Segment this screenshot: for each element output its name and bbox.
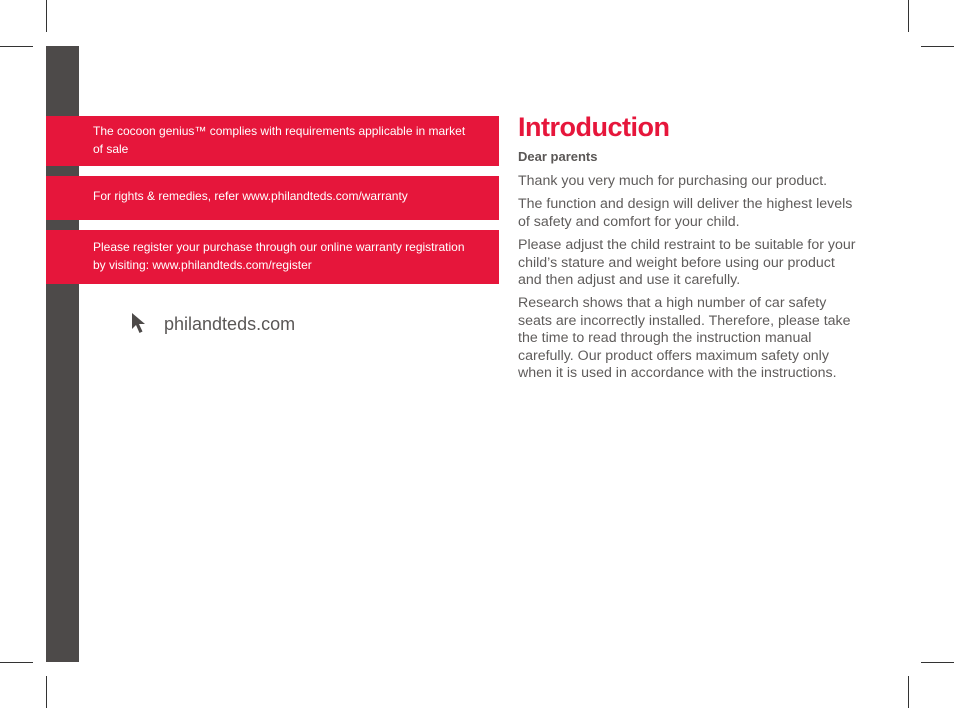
cursor-arrow-icon xyxy=(131,312,149,336)
crop-mark xyxy=(908,0,909,32)
greeting-heading: Dear parents xyxy=(518,149,598,164)
crop-mark xyxy=(921,662,954,663)
crop-mark xyxy=(0,662,33,663)
crop-mark xyxy=(46,0,47,32)
warranty-rights-notice: For rights & remedies, refer www.philandteds.com/warranty xyxy=(46,176,499,220)
intro-paragraph: Please adjust the child restraint to be suitable for your child’s stature and weight before using our product and then adjust and use it carefully. xyxy=(518,237,856,289)
intro-paragraph: Research shows that a high number of car safety seats are incorrectly installed. Therefore, please take the time to read through the instruction manual carefully. Our product offers maximum safety only when it is used in accordance with the instructions. xyxy=(518,295,851,382)
website-label: philandteds.com xyxy=(164,313,296,334)
introduction-section xyxy=(518,110,858,388)
register-notice: Please register your purchase through our online warranty registration by visiting: www.philandteds.com/register xyxy=(46,230,499,284)
intro-paragraph: Thank you very much for purchasing our product. xyxy=(518,173,828,189)
crop-mark xyxy=(908,676,909,708)
crop-mark xyxy=(46,676,47,708)
crop-mark xyxy=(0,46,33,47)
intro-paragraph: The function and design will deliver the highest levels of safety and comfort for your child. xyxy=(518,196,853,230)
crop-mark xyxy=(921,46,954,47)
page-title: Introduction xyxy=(518,112,670,142)
website-link[interactable] xyxy=(131,311,295,337)
compliance-notice: The cocoon genius™ complies with requirements applicable in market of sale xyxy=(46,116,499,166)
